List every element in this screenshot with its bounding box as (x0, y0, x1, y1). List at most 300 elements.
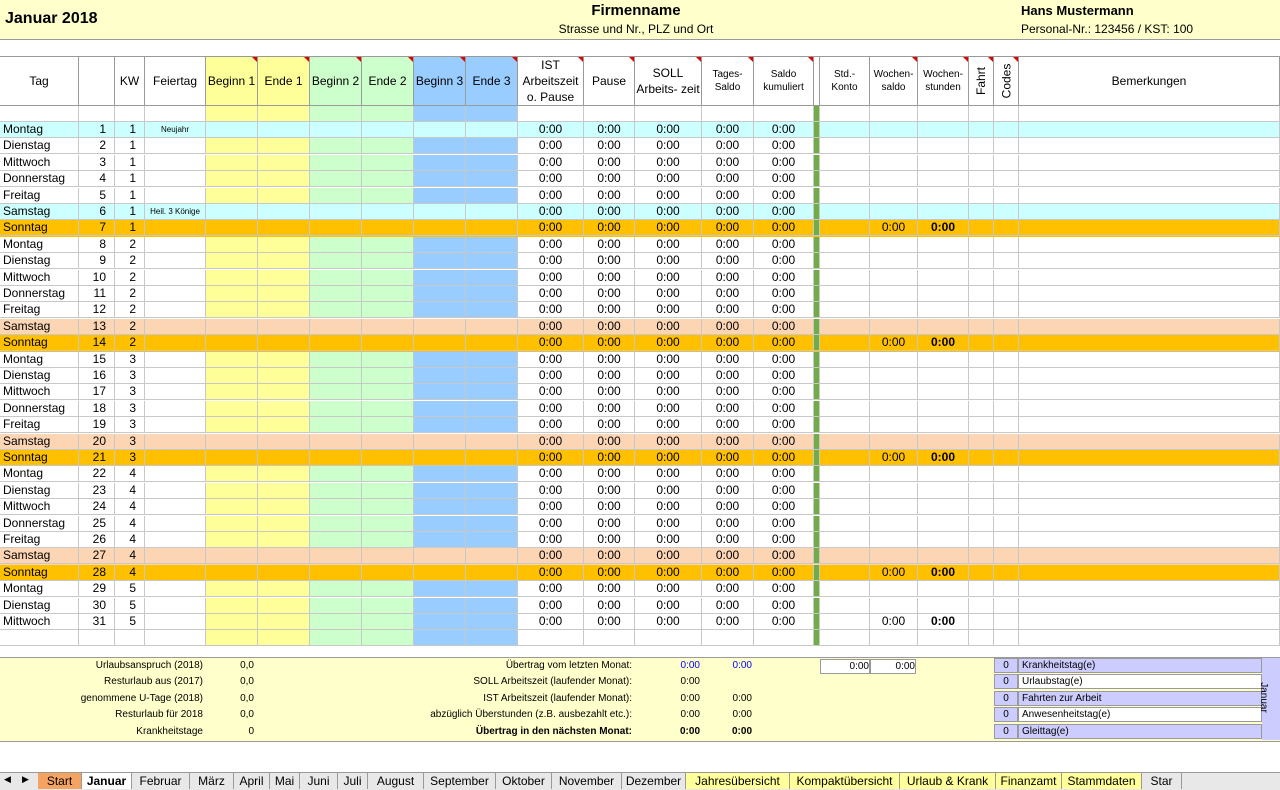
cell-bemerkungen[interactable] (1019, 466, 1280, 482)
sheet-tab[interactable]: Jahresübersicht (686, 773, 790, 789)
cell-ende3[interactable] (466, 155, 518, 171)
cell-beginn2[interactable] (310, 548, 362, 564)
cell-feiertag[interactable] (145, 417, 206, 433)
sheet-tab[interactable]: Januar (82, 773, 132, 789)
cell-bemerkungen[interactable] (1019, 368, 1280, 384)
cell-fahrt[interactable] (969, 171, 994, 187)
cell-ende2[interactable] (362, 417, 414, 433)
cell-feiertag[interactable] (145, 466, 206, 482)
cell-fahrt[interactable] (969, 630, 994, 646)
cell-ende1[interactable] (258, 302, 310, 318)
cell-beginn3[interactable] (414, 138, 466, 154)
cell-feiertag[interactable] (145, 368, 206, 384)
cell-bemerkungen[interactable] (1019, 565, 1280, 581)
cell-beginn3[interactable] (414, 122, 466, 138)
cell-beginn2[interactable] (310, 319, 362, 335)
cell-beginn1[interactable] (206, 417, 258, 433)
cell-codes[interactable] (994, 319, 1019, 335)
cell-ende2[interactable] (362, 483, 414, 499)
cell-beginn1[interactable] (206, 106, 258, 122)
holiday-name[interactable]: Neujahr (145, 122, 206, 138)
cell-ende2[interactable] (362, 286, 414, 302)
cell-beginn1[interactable] (206, 270, 258, 286)
cell-bemerkungen[interactable] (1019, 188, 1280, 204)
cell-ende3[interactable] (466, 122, 518, 138)
cell-beginn1[interactable] (206, 499, 258, 515)
cell-beginn3[interactable] (414, 253, 466, 269)
cell-ende2[interactable] (362, 253, 414, 269)
cell-bemerkungen[interactable] (1019, 138, 1280, 154)
cell-fahrt[interactable] (969, 302, 994, 318)
cell-beginn3[interactable] (414, 598, 466, 614)
cell-ende3[interactable] (466, 138, 518, 154)
cell-bemerkungen[interactable] (1019, 483, 1280, 499)
cell-fahrt[interactable] (969, 565, 994, 581)
cell-beginn3[interactable] (414, 434, 466, 450)
cell-bemerkungen[interactable] (1019, 253, 1280, 269)
sheet-tab[interactable]: Urlaub & Krank (900, 773, 996, 789)
cell-ende2[interactable] (362, 434, 414, 450)
cell-beginn1[interactable] (206, 253, 258, 269)
cell-beginn3[interactable] (414, 417, 466, 433)
cell-codes[interactable] (994, 384, 1019, 400)
cell-bemerkungen[interactable] (1019, 106, 1280, 122)
header-saldo-kum[interactable] (754, 56, 814, 106)
sheet-tab[interactable]: April (234, 773, 270, 789)
cell-beginn2[interactable] (310, 483, 362, 499)
cell-ende1[interactable] (258, 368, 310, 384)
cell-beginn3[interactable] (414, 204, 466, 220)
cell-ende1[interactable] (258, 106, 310, 122)
cell-beginn2[interactable] (310, 614, 362, 630)
cell-ende3[interactable] (466, 516, 518, 532)
sheet-tab[interactable]: Dezember (622, 773, 686, 789)
cell-ende3[interactable] (466, 434, 518, 450)
cell-codes[interactable] (994, 499, 1019, 515)
cell-beginn2[interactable] (310, 466, 362, 482)
cell-ende3[interactable] (466, 614, 518, 630)
cell-ende2[interactable] (362, 384, 414, 400)
next-sheet-arrow-icon[interactable]: ▶ (22, 774, 29, 784)
cell-beginn1[interactable] (206, 516, 258, 532)
cell-bemerkungen[interactable] (1019, 302, 1280, 318)
cell-beginn1[interactable] (206, 401, 258, 417)
cell-beginn2[interactable] (310, 286, 362, 302)
cell-ende1[interactable] (258, 122, 310, 138)
cell-feiertag[interactable] (145, 565, 206, 581)
cell-ende2[interactable] (362, 171, 414, 187)
cell-ende3[interactable] (466, 237, 518, 253)
sheet-tab[interactable]: Juli (338, 773, 368, 789)
cell-beginn1[interactable] (206, 319, 258, 335)
first-sheet-arrow-icon[interactable]: ◀ (4, 774, 11, 784)
cell-codes[interactable] (994, 548, 1019, 564)
cell-ende2[interactable] (362, 565, 414, 581)
sheet-tab[interactable]: Mai (270, 773, 300, 789)
cell-beginn3[interactable] (414, 401, 466, 417)
cell-feiertag[interactable] (145, 237, 206, 253)
cell-feiertag[interactable] (145, 630, 206, 646)
cell-beginn3[interactable] (414, 270, 466, 286)
cell-ende1[interactable] (258, 565, 310, 581)
cell-ende1[interactable] (258, 548, 310, 564)
cell-beginn2[interactable] (310, 417, 362, 433)
cell-ende1[interactable] (258, 483, 310, 499)
cell-ende1[interactable] (258, 581, 310, 597)
cell-codes[interactable] (994, 417, 1019, 433)
cell-beginn2[interactable] (310, 368, 362, 384)
cell-ende3[interactable] (466, 319, 518, 335)
cell-codes[interactable] (994, 434, 1019, 450)
cell-ende2[interactable] (362, 204, 414, 220)
cell-ende2[interactable] (362, 270, 414, 286)
cell-ende1[interactable] (258, 450, 310, 466)
cell-feiertag[interactable] (145, 106, 206, 122)
cell-fahrt[interactable] (969, 598, 994, 614)
cell-ende2[interactable] (362, 598, 414, 614)
cell-beginn3[interactable] (414, 335, 466, 351)
cell-bemerkungen[interactable] (1019, 630, 1280, 646)
cell-bemerkungen[interactable] (1019, 532, 1280, 548)
summary-value[interactable]: 0,0 (240, 676, 254, 688)
cell-feiertag[interactable] (145, 614, 206, 630)
cell-ende1[interactable] (258, 204, 310, 220)
cell-ende2[interactable] (362, 302, 414, 318)
cell-beginn1[interactable] (206, 614, 258, 630)
cell-codes[interactable] (994, 352, 1019, 368)
cell-beginn1[interactable] (206, 368, 258, 384)
cell-beginn2[interactable] (310, 122, 362, 138)
sheet-tab[interactable]: November (552, 773, 622, 789)
cell-codes[interactable] (994, 516, 1019, 532)
cell-fahrt[interactable] (969, 122, 994, 138)
cell-fahrt[interactable] (969, 270, 994, 286)
cell-beginn3[interactable] (414, 106, 466, 122)
cell-fahrt[interactable] (969, 466, 994, 482)
cell-codes[interactable] (994, 466, 1019, 482)
cell-ende2[interactable] (362, 220, 414, 236)
header-std-konto[interactable] (820, 56, 870, 106)
cell-ende1[interactable] (258, 434, 310, 450)
cell-ende2[interactable] (362, 138, 414, 154)
cell-ende3[interactable] (466, 188, 518, 204)
cell-beginn3[interactable] (414, 155, 466, 171)
cell-beginn3[interactable] (414, 237, 466, 253)
cell-feiertag[interactable] (145, 499, 206, 515)
cell-fahrt[interactable] (969, 286, 994, 302)
cell-ende3[interactable] (466, 286, 518, 302)
cell-codes[interactable] (994, 155, 1019, 171)
cell-beginn3[interactable] (414, 548, 466, 564)
cell-ende1[interactable] (258, 253, 310, 269)
cell-feiertag[interactable] (145, 483, 206, 499)
cell-beginn1[interactable] (206, 204, 258, 220)
sheet-tab[interactable]: August (368, 773, 424, 789)
header-wochenstunden[interactable] (918, 56, 969, 106)
cell-fahrt[interactable] (969, 106, 994, 122)
sheet-tab[interactable]: Stammdaten (1062, 773, 1142, 789)
header-ende3[interactable] (466, 56, 518, 106)
cell-ende1[interactable] (258, 220, 310, 236)
cell-feiertag[interactable] (145, 220, 206, 236)
cell-ende1[interactable] (258, 352, 310, 368)
cell-codes[interactable] (994, 302, 1019, 318)
cell-feiertag[interactable] (145, 532, 206, 548)
cell-fahrt[interactable] (969, 499, 994, 515)
cell-codes[interactable] (994, 532, 1019, 548)
cell-beginn2[interactable] (310, 352, 362, 368)
cell-codes[interactable] (994, 106, 1019, 122)
cell-beginn2[interactable] (310, 270, 362, 286)
cell-codes[interactable] (994, 368, 1019, 384)
cell-fahrt[interactable] (969, 384, 994, 400)
cell-feiertag[interactable] (145, 155, 206, 171)
cell-fahrt[interactable] (969, 188, 994, 204)
cell-beginn1[interactable] (206, 630, 258, 646)
cell-ende1[interactable] (258, 598, 310, 614)
cell-ende3[interactable] (466, 598, 518, 614)
cell-ende2[interactable] (362, 106, 414, 122)
cell-ende2[interactable] (362, 466, 414, 482)
cell-ende2[interactable] (362, 352, 414, 368)
header-ist[interactable] (518, 56, 584, 106)
cell-fahrt[interactable] (969, 220, 994, 236)
cell-beginn2[interactable] (310, 384, 362, 400)
cell-bemerkungen[interactable] (1019, 581, 1280, 597)
cell-codes[interactable] (994, 286, 1019, 302)
cell-beginn2[interactable] (310, 532, 362, 548)
cell-ende1[interactable] (258, 138, 310, 154)
cell-beginn2[interactable] (310, 434, 362, 450)
cell-ende2[interactable] (362, 548, 414, 564)
cell-codes[interactable] (994, 220, 1019, 236)
cell-beginn2[interactable] (310, 630, 362, 646)
cell-ende3[interactable] (466, 548, 518, 564)
cell-codes[interactable] (994, 483, 1019, 499)
cell-beginn1[interactable] (206, 483, 258, 499)
holiday-name[interactable]: Heil. 3 Könige (145, 204, 206, 220)
cell-beginn1[interactable] (206, 188, 258, 204)
cell-fahrt[interactable] (969, 532, 994, 548)
cell-codes[interactable] (994, 188, 1019, 204)
cell-bemerkungen[interactable] (1019, 155, 1280, 171)
cell-bemerkungen[interactable] (1019, 434, 1280, 450)
cell-ende2[interactable] (362, 499, 414, 515)
cell-beginn3[interactable] (414, 302, 466, 318)
cell-fahrt[interactable] (969, 548, 994, 564)
cell-beginn1[interactable] (206, 138, 258, 154)
cell-ende2[interactable] (362, 401, 414, 417)
cell-feiertag[interactable] (145, 401, 206, 417)
cell-ende2[interactable] (362, 188, 414, 204)
header-fahrt[interactable] (969, 56, 994, 106)
cell-beginn1[interactable] (206, 122, 258, 138)
cell-feiertag[interactable] (145, 335, 206, 351)
cell-beginn3[interactable] (414, 499, 466, 515)
cell-ende1[interactable] (258, 630, 310, 646)
cell-ende2[interactable] (362, 532, 414, 548)
cell-ende3[interactable] (466, 450, 518, 466)
header-feiertag[interactable] (145, 56, 206, 106)
cell-ende2[interactable] (362, 630, 414, 646)
cell-ende3[interactable] (466, 483, 518, 499)
cell-beginn2[interactable] (310, 253, 362, 269)
cell-feiertag[interactable] (145, 270, 206, 286)
cell-codes[interactable] (994, 270, 1019, 286)
cell-feiertag[interactable] (145, 450, 206, 466)
cell-beginn2[interactable] (310, 401, 362, 417)
cell-feiertag[interactable] (145, 598, 206, 614)
sheet-tab[interactable]: Oktober (496, 773, 552, 789)
cell-fahrt[interactable] (969, 483, 994, 499)
cell-ende3[interactable] (466, 204, 518, 220)
cell-codes[interactable] (994, 614, 1019, 630)
cell-ende3[interactable] (466, 630, 518, 646)
cell-beginn1[interactable] (206, 220, 258, 236)
header-bemerkungen[interactable] (1019, 56, 1280, 106)
cell-fahrt[interactable] (969, 155, 994, 171)
cell-ende1[interactable] (258, 532, 310, 548)
cell-fahrt[interactable] (969, 581, 994, 597)
cell-ende2[interactable] (362, 450, 414, 466)
cell-ende3[interactable] (466, 352, 518, 368)
cell-bemerkungen[interactable] (1019, 417, 1280, 433)
cell-codes[interactable] (994, 204, 1019, 220)
cell-beginn3[interactable] (414, 581, 466, 597)
summary-value[interactable]: 0 (248, 725, 254, 737)
cell-fahrt[interactable] (969, 417, 994, 433)
summary-value[interactable]: 0,0 (240, 709, 254, 721)
cell-beginn3[interactable] (414, 384, 466, 400)
cell-ende1[interactable] (258, 384, 310, 400)
cell-ende2[interactable] (362, 319, 414, 335)
cell-ende2[interactable] (362, 335, 414, 351)
sheet-tab[interactable]: Juni (300, 773, 338, 789)
cell-ende1[interactable] (258, 171, 310, 187)
cell-ende2[interactable] (362, 155, 414, 171)
header-tagessaldo[interactable] (702, 56, 754, 106)
header-codes[interactable] (994, 56, 1019, 106)
sheet-tab[interactable]: Start (38, 773, 82, 789)
cell-beginn2[interactable] (310, 220, 362, 236)
cell-feiertag[interactable] (145, 171, 206, 187)
cell-beginn3[interactable] (414, 516, 466, 532)
cell-beginn2[interactable] (310, 565, 362, 581)
cell-fahrt[interactable] (969, 614, 994, 630)
cell-ende1[interactable] (258, 286, 310, 302)
cell-feiertag[interactable] (145, 138, 206, 154)
sheet-tab[interactable]: März (190, 773, 234, 789)
cell-feiertag[interactable] (145, 302, 206, 318)
cell-beginn1[interactable] (206, 598, 258, 614)
cell-bemerkungen[interactable] (1019, 319, 1280, 335)
cell-beginn1[interactable] (206, 450, 258, 466)
header-beginn1[interactable] (206, 56, 258, 106)
cell-bemerkungen[interactable] (1019, 204, 1280, 220)
cell-ende2[interactable] (362, 368, 414, 384)
cell-feiertag[interactable] (145, 384, 206, 400)
cell-ende1[interactable] (258, 237, 310, 253)
cell-beginn3[interactable] (414, 352, 466, 368)
cell-beginn3[interactable] (414, 466, 466, 482)
cell-codes[interactable] (994, 630, 1019, 646)
cell-bemerkungen[interactable] (1019, 237, 1280, 253)
header-wochensaldo[interactable] (870, 56, 918, 106)
cell-beginn1[interactable] (206, 352, 258, 368)
cell-ende3[interactable] (466, 401, 518, 417)
cell-ende1[interactable] (258, 401, 310, 417)
cell-bemerkungen[interactable] (1019, 335, 1280, 351)
cell-beginn2[interactable] (310, 171, 362, 187)
cell-fahrt[interactable] (969, 319, 994, 335)
cell-feiertag[interactable] (145, 434, 206, 450)
cell-codes[interactable] (994, 581, 1019, 597)
header-beginn3[interactable] (414, 56, 466, 106)
sheet-tab[interactable]: Star (1142, 773, 1182, 789)
header-tag[interactable] (0, 56, 79, 106)
cell-beginn3[interactable] (414, 532, 466, 548)
cell-ende2[interactable] (362, 237, 414, 253)
cell-beginn3[interactable] (414, 368, 466, 384)
cell-beginn2[interactable] (310, 138, 362, 154)
cell-feiertag[interactable] (145, 253, 206, 269)
cell-feiertag[interactable] (145, 319, 206, 335)
cell-ende2[interactable] (362, 516, 414, 532)
cell-ende1[interactable] (258, 270, 310, 286)
cell-ende3[interactable] (466, 302, 518, 318)
cell-ende2[interactable] (362, 122, 414, 138)
cell-fahrt[interactable] (969, 450, 994, 466)
summary-value[interactable]: 0,0 (240, 692, 254, 704)
cell-beginn2[interactable] (310, 155, 362, 171)
cell-bemerkungen[interactable] (1019, 352, 1280, 368)
cell-beginn2[interactable] (310, 581, 362, 597)
cell-ende3[interactable] (466, 384, 518, 400)
cell-codes[interactable] (994, 565, 1019, 581)
cell-ende1[interactable] (258, 155, 310, 171)
cell-ende3[interactable] (466, 499, 518, 515)
cell-feiertag[interactable] (145, 352, 206, 368)
header-pause[interactable] (584, 56, 635, 106)
header-soll[interactable] (635, 56, 702, 106)
cell-ende3[interactable] (466, 417, 518, 433)
cell-beginn2[interactable] (310, 204, 362, 220)
cell-fahrt[interactable] (969, 138, 994, 154)
cell-bemerkungen[interactable] (1019, 598, 1280, 614)
cell-bemerkungen[interactable] (1019, 614, 1280, 630)
header-ende1[interactable] (258, 56, 310, 106)
cell-beginn3[interactable] (414, 450, 466, 466)
cell-ende1[interactable] (258, 417, 310, 433)
cell-bemerkungen[interactable] (1019, 401, 1280, 417)
header-beginn2[interactable] (310, 56, 362, 106)
cell-ende3[interactable] (466, 220, 518, 236)
header-ende2[interactable] (362, 56, 414, 106)
cell-feiertag[interactable] (145, 581, 206, 597)
cell-fahrt[interactable] (969, 368, 994, 384)
cell-beginn3[interactable] (414, 171, 466, 187)
cell-beginn2[interactable] (310, 598, 362, 614)
cell-ende3[interactable] (466, 368, 518, 384)
cell-feiertag[interactable] (145, 516, 206, 532)
cell-bemerkungen[interactable] (1019, 220, 1280, 236)
cell-ende3[interactable] (466, 270, 518, 286)
cell-codes[interactable] (994, 138, 1019, 154)
cell-feiertag[interactable] (145, 548, 206, 564)
cell-feiertag[interactable] (145, 286, 206, 302)
cell-ende3[interactable] (466, 581, 518, 597)
cell-codes[interactable] (994, 253, 1019, 269)
